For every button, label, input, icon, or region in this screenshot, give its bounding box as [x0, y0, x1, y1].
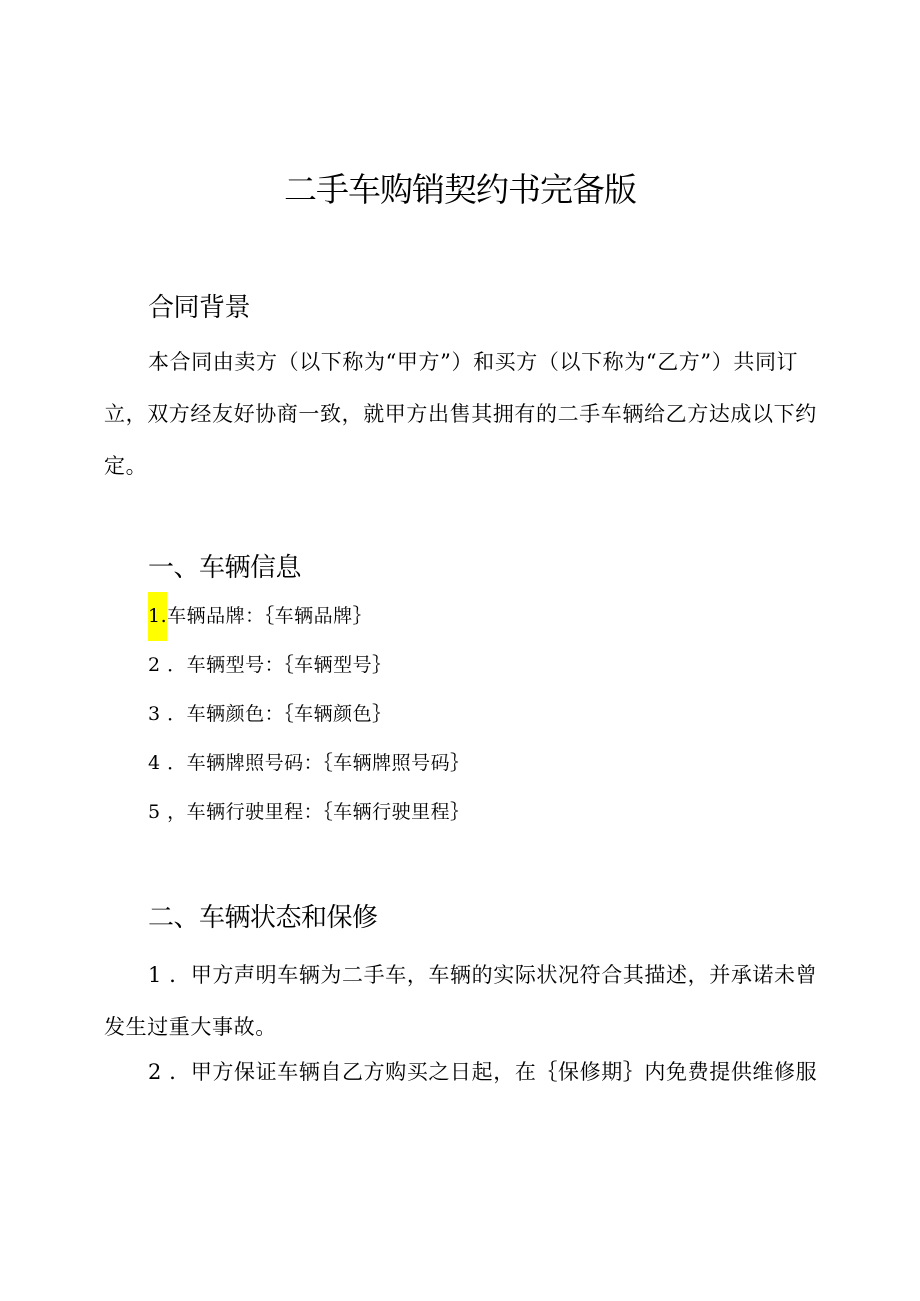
list-item	[148, 739, 470, 788]
document-title: 二手车购销契约书完备版	[284, 170, 636, 209]
status-paragraph-1: 1 ．甲方声明车辆为二手车，车辆的实际状况符合其描述，并承诺未曾发生过重大事故。	[104, 963, 818, 1039]
list-item	[148, 788, 470, 837]
list-item-number: 2 ．	[148, 654, 187, 676]
background-paragraph: 本合同由卖方（以下称为“甲方”）和买方（以下称为“乙方”）共同订立，双方经友好协商一致，就甲方出售其拥有的二手车辆给乙方达成以下约定。	[104, 350, 817, 478]
list-item-text: 车辆品牌：｛车辆品牌｝	[167, 605, 373, 627]
section-heading-vehicle-info: 一、车辆信息	[148, 553, 302, 583]
list-item	[148, 690, 470, 739]
section-heading-background: 合同背景	[148, 293, 251, 323]
list-item-number: 5 ，	[148, 801, 187, 823]
list-item	[148, 592, 470, 641]
list-item-text: 车辆牌照号码：｛车辆牌照号码｝	[186, 752, 470, 774]
list-item-text: 车辆型号：｛车辆型号｝	[186, 654, 392, 676]
vehicle-info-list	[148, 592, 470, 837]
list-item-text: 车辆行驶里程：｛车辆行驶里程｝	[186, 801, 470, 823]
status-paragraph-2: 2 ．甲方保证车辆自乙方购买之日起，在｛保修期｝内免费提供维修服	[148, 1060, 818, 1084]
list-item-number-highlighted: 1.	[148, 592, 167, 641]
list-item	[148, 641, 470, 690]
section-heading-status-warranty: 二、车辆状态和保修	[148, 903, 378, 933]
list-item-text: 车辆颜色：｛车辆颜色｝	[186, 703, 392, 725]
list-item-number: 4 ．	[148, 752, 187, 774]
list-item-number: 3 ．	[148, 703, 187, 725]
